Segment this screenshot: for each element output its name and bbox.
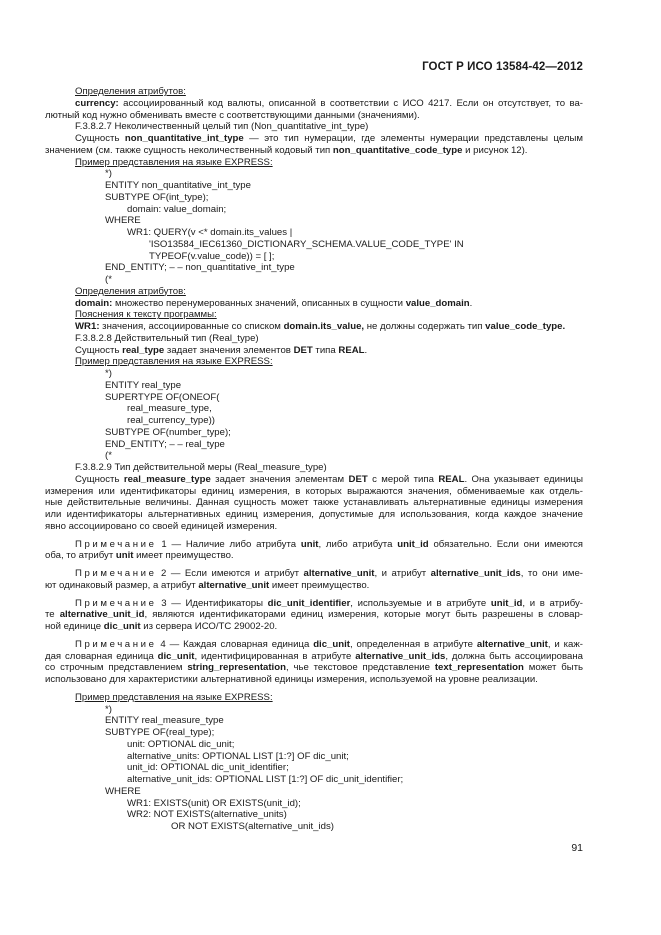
code-line: WHERE bbox=[105, 215, 141, 227]
code-line: SUPERTYPE OF(ONEOF( bbox=[105, 391, 220, 403]
code-line: *) bbox=[105, 168, 112, 180]
code-line: WR2: NOT EXISTS(alternative_units) bbox=[127, 809, 287, 821]
note-2: Примечание 2 — Если имеются и атрибут alternative_unit, и атрибут alternative_unit_ids, то они име- ют одинаковый размер, а атрибут alternative_unit имеет преимущество. bbox=[45, 568, 584, 591]
code-line: ENTITY real_type bbox=[105, 379, 182, 391]
currency-definition: currency: ассоциированный код валюты, описанной в соответствии с ИСО 4217. Если он отсутствует, то ва- bbox=[75, 97, 583, 109]
document-body bbox=[45, 86, 583, 833]
f38229-paragraph-cont: явно ассоциировано со своей единицей измерения. bbox=[45, 520, 278, 532]
f38227-example-heading: Пример представления на языке EXPRESS: bbox=[75, 156, 273, 168]
page-number: 91 bbox=[571, 842, 583, 854]
f38228-paragraph: Сущность real_type задает значения элементов DET типа REAL. bbox=[75, 344, 368, 356]
f38227-express-code bbox=[45, 168, 583, 286]
f38229-paragraph-cont: или идентификаторы альтернативных единиц измерения, допустимые для использования, когда каждое значение bbox=[45, 509, 583, 520]
code-line: ENTITY real_measure_type bbox=[105, 715, 224, 727]
code-line: alternative_units: OPTIONAL LIST [1:?] OF dic_unit; bbox=[127, 750, 349, 762]
note-4: Примечание 4 — Каждая словарная единица dic_unit, определенная в атрибуте alternative_unit, и каж- дая словарная единица dic_unit, идентифицированная в атрибуте alternative_unit_ids, должна быть ассоциирована со строчным представлением string_representation, чье текстовое представление text_representation может быть использовано для характеристики альтернативной единицы измерения, используемой на уровне реализации. bbox=[45, 638, 584, 685]
note-label: Примечание bbox=[75, 638, 157, 650]
note-label: Примечание bbox=[75, 597, 157, 609]
code-line: unit_id: OPTIONAL dic_unit_identifier; bbox=[127, 762, 289, 774]
note-3: Примечание 3 — Идентификаторы dic_unit_identifier, используемые и в атрибуте unit_id, и в атрибу- те alternative_unit_id, являются идентификаторами единиц измерения, которые могут быть разрешены в словар- ной единице dic_unit из сервера ИСО/ТС 29002-20. bbox=[45, 597, 584, 632]
code-line: OR NOT EXISTS(alternative_unit_ids) bbox=[171, 821, 334, 832]
code-line: domain: value_domain; bbox=[127, 203, 227, 215]
f38227-explain-heading: Пояснения к тексту программы: bbox=[75, 309, 217, 321]
code-line: SUBTYPE OF(real_type); bbox=[105, 727, 215, 738]
code-line: 'ISO13584_IEC61360_DICTIONARY_SCHEMA.VALUE_CODE_TYPE' IN bbox=[149, 238, 464, 250]
code-line: (* bbox=[105, 274, 112, 285]
note-label: Примечание bbox=[75, 568, 157, 579]
f38227-paragraph: Сущность non_quantitative_int_type — это тип нумерации, где элементы нумерации представлены целым bbox=[75, 133, 583, 144]
code-line: *) bbox=[105, 703, 112, 715]
section-title-f38227: F.3.8.2.7 Неколичественный целый тип (Non_quantitative_int_type) bbox=[75, 121, 369, 133]
code-line: TYPEOF(v.value_code)) = [ ]; bbox=[149, 250, 275, 262]
code-line: alternative_unit_ids: OPTIONAL LIST [1:?] OF dic_unit_identifier; bbox=[127, 774, 404, 785]
code-line: WR1: QUERY(v <* domain.its_values | bbox=[127, 227, 293, 238]
section-title-f38229: F.3.8.2.9 Тип действительной меры (Real_measure_type) bbox=[75, 462, 327, 473]
f38228-express-code bbox=[45, 368, 583, 462]
code-line: real_currency_type)) bbox=[127, 415, 215, 426]
code-line: SUBTYPE OF(number_type); bbox=[105, 426, 231, 438]
note-1: Примечание 1 — Наличие либо атрибута unit, либо атрибута unit_id обязательно. Если они имеются оба, то атрибут unit имеет преимущество. bbox=[45, 538, 583, 562]
domain-definition: domain: множество перенумерованных значений, описанных в сущности value_domain. bbox=[75, 297, 473, 309]
code-line: *) bbox=[105, 368, 112, 379]
f38229-paragraph: Сущность real_measure_type задает значения элементам DET с мерой типа REAL. Она указывает единицы bbox=[75, 473, 583, 485]
note-label: Примечание bbox=[75, 538, 157, 550]
f38229-paragraph-cont: измерения или идентификаторы единиц измерения, в которых выражаются значения, обмениваемые как отдель- bbox=[45, 485, 583, 497]
f38228-example-heading: Пример представления на языке EXPRESS: bbox=[75, 356, 273, 368]
code-line: unit: OPTIONAL dic_unit; bbox=[127, 738, 235, 750]
attr-defs-heading: Определения атрибутов: bbox=[75, 86, 186, 97]
code-line: real_measure_type, bbox=[127, 403, 212, 415]
code-line: WHERE bbox=[105, 785, 141, 797]
currency-term: currency: bbox=[75, 97, 119, 109]
wr1-explanation: WR1: значения, ассоциированные со списком domain.its_value, не должны содержать тип value_code_type. bbox=[75, 321, 566, 332]
code-line: (* bbox=[105, 450, 112, 462]
document-header-id: ГОСТ Р ИСО 13584-42—2012 bbox=[422, 61, 583, 73]
section-title-f38228: F.3.8.2.8 Действительный тип (Real_type) bbox=[75, 332, 259, 344]
code-line: ENTITY non_quantitative_int_type bbox=[105, 180, 251, 191]
f38227-paragraph-cont: значением (см. также сущность неколичественный кодовый тип non_quantitative_code_type и рисунок 12). bbox=[45, 144, 528, 156]
f38227-attr-heading: Определения атрибутов: bbox=[75, 285, 186, 297]
f38229-paragraph-cont: ные действительные величины. Данная сущность может также устанавливать альтернативные единицы измерения bbox=[45, 497, 583, 509]
code-line: END_ENTITY; – – real_type bbox=[105, 438, 225, 450]
code-line: SUBTYPE OF(int_type); bbox=[105, 191, 209, 203]
f38229-express-code bbox=[45, 704, 583, 833]
f38229-example-heading: Пример представления на языке EXPRESS: bbox=[75, 691, 273, 703]
code-line: WR1: EXISTS(unit) OR EXISTS(unit_id); bbox=[127, 797, 301, 809]
currency-definition-cont: лютный код нужно обменивать вместе с соответствующими данными (значениями). bbox=[45, 109, 420, 121]
code-line: END_ENTITY; – – non_quantitative_int_type bbox=[105, 262, 295, 274]
